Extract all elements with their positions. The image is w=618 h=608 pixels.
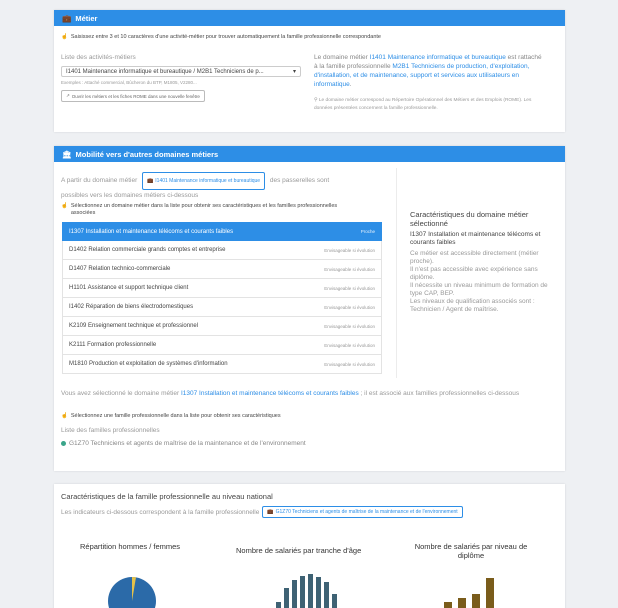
famille-item[interactable]: G1Z70 Techniciens et agents de maîtrise de la maintenance et de l'environnement — [61, 440, 306, 447]
metier-title: Métier — [75, 13, 98, 23]
mobilite-header — [54, 146, 565, 162]
famille-title: Caractéristiques de la famille professionnelle au niveau national — [61, 492, 273, 501]
metier-header — [54, 10, 565, 26]
chart-gender-title: Répartition hommes / femmes — [80, 542, 181, 551]
age-bar — [316, 577, 321, 608]
metier-panel — [54, 10, 565, 132]
familles-label: Liste des familles professionnelles — [61, 427, 160, 434]
age-bar — [332, 594, 337, 608]
diplome-bar-chart — [440, 572, 510, 608]
caret-down-icon: ▾ — [292, 69, 296, 75]
activites-label: Liste des activités-métiers — [61, 54, 136, 61]
desc-link-famille[interactable]: M2B1 Techniciens de production, d'exploitation, d'installation, et de maintenance, support et services aux utilisateurs en informatique — [314, 63, 530, 88]
list-item[interactable]: H1101 Assistance et support technique client Envisageable si évolution — [62, 279, 382, 298]
mobilite-intro: A partir du domaine métier 💼 I1401 Maintenance informatique et bureautique des passerelles sont possibles vers les domaines métiers ci-dessous — [61, 172, 347, 202]
list-item[interactable]: K2111 Formation professionnelle Envisageable si évolution — [62, 336, 382, 355]
carac-title: Caractéristiques du domaine métier sélectionné — [410, 210, 529, 228]
pointer-icon: ☝ — [61, 413, 68, 419]
desc-link-domaine[interactable]: I1401 Maintenance informatique et bureautique — [369, 54, 506, 61]
list-item[interactable]: I1307 Installation et maintenance télécoms et courants faibles Proche — [62, 222, 382, 241]
diplome-bar — [486, 578, 494, 608]
age-bar — [292, 580, 297, 608]
mobilite-hint: ☝ Sélectionnez un domaine métier dans la liste pour obtenir ses caractéristiques et les familles professionnelles associées — [61, 203, 338, 216]
domaines-list — [62, 222, 382, 374]
domaine-tag[interactable]: 💼 I1401 Maintenance informatique et bureautique — [142, 172, 265, 190]
diplome-bar — [458, 598, 466, 608]
selection-link[interactable]: I1307 Installation et maintenance télécoms et courants faibles — [180, 390, 359, 397]
carac-line-1: Ce métier est accessible directement (métier proche). — [410, 250, 539, 265]
list-item[interactable]: K2109 Enseignement technique et professionnel Envisageable si évolution — [62, 317, 382, 336]
famille-tag[interactable]: 💼 G1Z70 Techniciens et agents de maîtrise de la maintenance et de l'environnement — [262, 506, 462, 518]
examples-text: Exemples : Attaché commercial, Bûcheron du BTP, M1805, V2280... — [61, 80, 197, 85]
famille-status-dot — [61, 441, 66, 446]
list-item[interactable]: M1810 Production et exploitation de systèmes d'information Envisageable si évolution — [62, 355, 382, 374]
activite-select[interactable]: I1401 Maintenance informatique et bureautique / M2B1 Techniciens de p... ▾ — [61, 66, 301, 77]
age-bar — [276, 602, 281, 608]
carac-subtitle: I1307 Installation et maintenance télécoms et courants faibles — [410, 231, 541, 246]
list-item[interactable]: D1402 Relation commerciale grands comptes et entreprise Envisageable si évolution — [62, 241, 382, 260]
age-bar — [284, 588, 289, 608]
selection-text: Vous avez sélectionné le domaine métier I1307 Installation et maintenance télécoms et courants faibles ; il est associé aux familles professionnelles ci-dessous — [61, 390, 520, 397]
list-item[interactable]: D1407 Relation technico-commerciale Envisageable si évolution — [62, 260, 382, 279]
age-bar — [308, 574, 313, 608]
famille-intro: Les indicateurs ci-dessous correspondent à la famille professionnelle 💼 G1Z70 Techniciens et agents de maîtrise de la maintenance et de l'environnement — [61, 506, 463, 518]
chart-diplome-title: Nombre de salariés par niveau de diplôme — [414, 542, 528, 560]
age-bar — [300, 576, 305, 608]
open-rome-button[interactable]: ↗ Ouvrir les métiers et les fiches ROME dans une nouvelle fenêtre — [61, 90, 205, 102]
carac-line-2: Il n'est pas accessible avec expérience sans diplôme. — [410, 266, 538, 281]
external-link-icon: ↗ — [66, 93, 70, 98]
diplome-bar — [472, 594, 480, 608]
carac-block — [410, 210, 550, 314]
gender-pie — [105, 574, 159, 608]
divider-vertical — [396, 168, 397, 378]
age-bar — [324, 582, 329, 608]
carac-line-3: Il nécessite un niveau minimum de formation de type CAP, BEP. — [410, 282, 548, 297]
carac-line-4: Les niveaux de qualification associés sont : Technicien / Agent de maîtrise. — [410, 298, 535, 313]
briefcase-icon: 💼 — [267, 509, 274, 515]
chart-age-title: Nombre de salariés par tranche d'âge — [236, 546, 362, 555]
metier-hint: ☝ Saisissez entre 3 et 10 caractères d'une activité-métier pour trouver automatiquement la famille professionnelle correspondante — [61, 34, 381, 40]
list-item[interactable]: I1402 Réparation de biens électrodomestiques Envisageable si évolution — [62, 298, 382, 317]
pointer-icon: ☝ — [61, 34, 68, 40]
pointer-icon: ☝ — [61, 203, 68, 209]
metier-note: ⚲ Le domaine métier correspond au Répertoire Opérationnel des Métiers et des Emplois (ROME). Les données présentées concernent la famille professionnelle. — [314, 98, 532, 111]
diplome-bar — [444, 602, 452, 608]
age-bar-chart — [274, 572, 354, 608]
famille-panel — [54, 484, 565, 608]
metier-description: Le domaine métier I1401 Maintenance informatique et bureautique est rattaché à la famille professionnelle M2B1 Techniciens de production, d'exploitation, d'installation, et de maintenance, support et services aux utilisateurs en informatique. — [314, 54, 542, 88]
mobilite-title: Mobilité vers d'autres domaines métiers — [75, 149, 219, 159]
briefcase-icon: 💼 — [147, 178, 154, 184]
lightbulb-icon: ⚲ — [314, 98, 318, 103]
institution-icon: 🏛 — [62, 149, 72, 159]
famille-hint: ☝ Sélectionnez une famille professionnelle dans la liste pour obtenir ses caractéristiques — [61, 413, 281, 419]
briefcase-icon: 💼 — [62, 13, 72, 23]
